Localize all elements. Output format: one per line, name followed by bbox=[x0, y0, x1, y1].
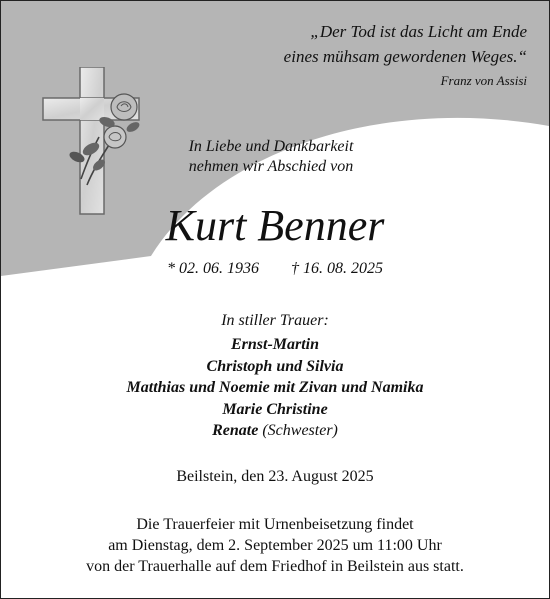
life-dates bbox=[1, 259, 549, 279]
mourner-item: Ernst-Martin bbox=[230, 336, 320, 353]
ceremony-line-3: von der Trauerhalle auf dem Friedhof in Beilstein aus statt. bbox=[86, 558, 464, 575]
quote-block bbox=[284, 19, 527, 91]
ceremony-line-1: Die Trauerfeier mit Urnenbeisetzung findet bbox=[136, 516, 414, 533]
deceased-name: Kurt Benner bbox=[165, 201, 385, 250]
mourners-list bbox=[1, 334, 549, 442]
mourner-item: Renate (Schwester) bbox=[212, 422, 338, 439]
birth-date: * 02. 06. 1936 bbox=[167, 260, 259, 277]
intro-line-2: nehmen wir Abschied von bbox=[188, 158, 354, 175]
quote-line-1: „Der Tod ist das Licht am Ende bbox=[310, 22, 527, 41]
mourning-heading: In stiller Trauer: bbox=[221, 312, 329, 329]
mourner-item: Christoph und Silvia bbox=[206, 357, 344, 375]
place-and-date: Beilstein, den 23. August 2025 bbox=[176, 468, 374, 485]
intro-line-1: In Liebe und Dankbarkeit bbox=[188, 138, 354, 155]
intro-text bbox=[176, 137, 366, 177]
quote-author: Franz von Assisi bbox=[440, 73, 527, 88]
death-date: † 16. 08. 2025 bbox=[291, 260, 383, 277]
mourner-item: Matthias und Noemie mit Zivan und Namika bbox=[126, 379, 424, 396]
mourner-item: Marie Christine bbox=[222, 400, 328, 418]
ceremony-line-2: am Dienstag, dem 2. September 2025 um 11:00 Uhr bbox=[108, 537, 442, 554]
quote-line-2: eines mühsam gewordenen Weges.“ bbox=[283, 47, 527, 66]
mourner-relation-note: (Schwester) bbox=[262, 422, 338, 439]
cross-with-roses-icon bbox=[41, 67, 141, 217]
ceremony-info bbox=[1, 514, 549, 577]
